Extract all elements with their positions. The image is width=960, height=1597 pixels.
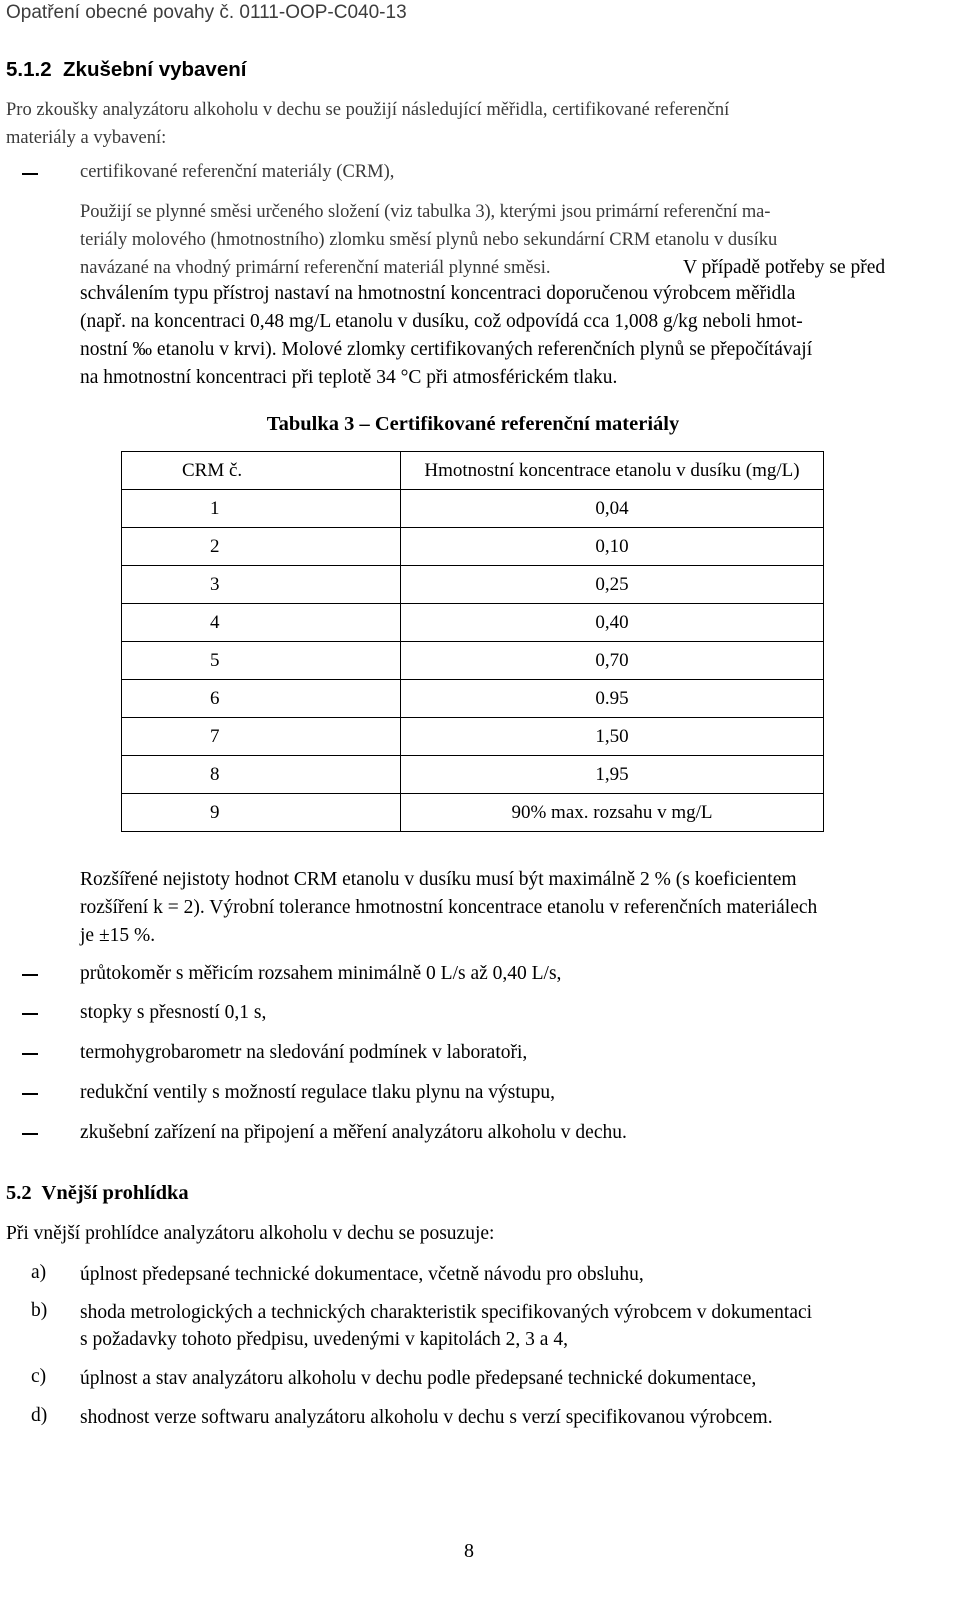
table-cell-concentration: 90% max. rozsahu v mg/L: [401, 794, 824, 832]
table-cell-concentration: 1,95: [401, 756, 824, 794]
dash-bullet: [22, 974, 38, 976]
dash-bullet: [22, 173, 38, 175]
table-header-concentration: Hmotnostní koncentrace etanolu v dusíku (mg/L): [401, 452, 824, 490]
list-marker: d): [31, 1405, 48, 1426]
dash-bullet: [22, 1093, 38, 1095]
crm-para-line-1: Použijí se plynné směsi určeného složení (viz tabulka 3), kterými jsou primární referenční ma-: [80, 202, 771, 222]
table-cell-concentration: 0,40: [401, 604, 824, 642]
crm-para-line-4: schválením typu přístroj nastaví na hmotnostní koncentraci doporučenou výrobcem měřidla: [80, 283, 796, 304]
table-cell-concentration: 0,10: [401, 528, 824, 566]
table-row: [122, 718, 824, 756]
table-cell-concentration: 1,50: [401, 718, 824, 756]
table-cell-crm: 7: [122, 718, 401, 756]
crm-para-line-3b: V případě potřeby se před: [683, 257, 886, 278]
list-item: shodnost verze softwaru analyzátoru alkoholu v dechu s verzí specifikovanou výrobcem.: [80, 1407, 773, 1428]
section-number: 5.1.2: [6, 58, 52, 81]
table-cell-crm: 5: [122, 642, 401, 680]
table-cell-crm: 1: [122, 490, 401, 528]
document-header: Opatření obecné povahy č. 0111-OOP-C040-13: [6, 2, 407, 23]
table-cell-concentration: 0,25: [401, 566, 824, 604]
section-title: Vnější prohlídka: [41, 1182, 189, 1204]
table-row: [122, 680, 824, 718]
section-number: 5.2: [6, 1182, 32, 1204]
crm-table: [121, 451, 824, 832]
table-cell-crm: 3: [122, 566, 401, 604]
table-row: [122, 528, 824, 566]
uncertainty-line-1: Rozšířené nejistoty hodnot CRM etanolu v dusíku musí být maximálně 2 % (s koeficientem: [80, 869, 797, 890]
section-5-2-intro: Při vnější prohlídce analyzátoru alkoholu v dechu se posuzuje:: [6, 1223, 495, 1244]
equipment-item: redukční ventily s možností regulace tlaku plynu na výstupu,: [80, 1082, 555, 1103]
equipment-item: stopky s přesností 0,1 s,: [80, 1002, 267, 1023]
list-item-continuation: s požadavky tohoto předpisu, uvedenými v kapitolách 2, 3 a 4,: [80, 1329, 568, 1350]
table-cell-concentration: 0,04: [401, 490, 824, 528]
uncertainty-line-3: je ±15 %.: [80, 925, 156, 946]
table-cell-crm: 4: [122, 604, 401, 642]
list-marker: b): [31, 1300, 48, 1321]
intro-line-2: materiály a vybavení:: [6, 128, 167, 148]
list-item: úplnost předepsané technické dokumentace, včetně návodu pro obsluhu,: [80, 1264, 644, 1285]
table-row: [122, 756, 824, 794]
list-marker: a): [31, 1262, 47, 1283]
table-cell-crm: 9: [122, 794, 401, 832]
equipment-item-crm: certifikované referenční materiály (CRM),: [80, 162, 395, 182]
crm-para-line-5: (např. na koncentraci 0,48 mg/L etanolu v dusíku, což odpovídá cca 1,008 g/kg neboli hmot-: [80, 311, 803, 332]
uncertainty-line-2: rozšíření k = 2). Výrobní tolerance hmotnostní koncentrace etanolu v referenčních materiálech: [80, 897, 818, 918]
table-cell-concentration: 0.95: [401, 680, 824, 718]
section-title: Zkušební vybavení: [63, 58, 247, 81]
crm-para-line-7: na hmotnostní koncentraci při teplotě 34 °C při atmosférickém tlaku.: [80, 367, 618, 388]
crm-para-line-3: navázané na vhodný primární referenční materiál plynné směsi.: [80, 258, 551, 278]
table-cell-concentration: 0,70: [401, 642, 824, 680]
table-row: [122, 490, 824, 528]
list-marker: c): [31, 1366, 47, 1387]
equipment-item: zkušební zařízení na připojení a měření analyzátoru alkoholu v dechu.: [80, 1122, 627, 1143]
intro-line-1: Pro zkoušky analyzátoru alkoholu v dechu se použijí následující měřidla, certifikované referenční: [6, 100, 730, 120]
table-row: [122, 642, 824, 680]
table-header-row: [122, 452, 824, 490]
section-heading-5-1-2: [6, 58, 246, 82]
page-number: 8: [464, 1540, 474, 1562]
table-cell-crm: 8: [122, 756, 401, 794]
table-cell-crm: 6: [122, 680, 401, 718]
table-row: [122, 604, 824, 642]
equipment-item: termohygrobarometr na sledování podmínek v laboratoři,: [80, 1042, 528, 1063]
table-row: [122, 566, 824, 604]
section-heading-5-2: [6, 1182, 189, 1205]
table-caption: Tabulka 3 – Certifikované referenční materiály: [266, 413, 680, 435]
dash-bullet: [22, 1013, 38, 1015]
crm-para-line-6: nostní ‰ etanolu v krvi). Molové zlomky certifikovaných referenčních plynů se přepočítávají: [80, 339, 813, 360]
list-item: shoda metrologických a technických charakteristik specifikovaných výrobcem v dokumentaci: [80, 1302, 813, 1323]
equipment-item: průtokoměr s měřicím rozsahem minimálně 0 L/s až 0,40 L/s,: [80, 963, 562, 984]
table-cell-crm: 2: [122, 528, 401, 566]
list-item: úplnost a stav analyzátoru alkoholu v dechu podle předepsané technické dokumentace,: [80, 1368, 757, 1389]
table-header-crm: CRM č.: [122, 452, 401, 490]
table-row: [122, 794, 824, 832]
dash-bullet: [22, 1133, 38, 1135]
crm-para-line-2: teriály molového (hmotnostního) zlomku směsí plynů nebo sekundární CRM etanolu v dusíku: [80, 230, 778, 250]
dash-bullet: [22, 1053, 38, 1055]
